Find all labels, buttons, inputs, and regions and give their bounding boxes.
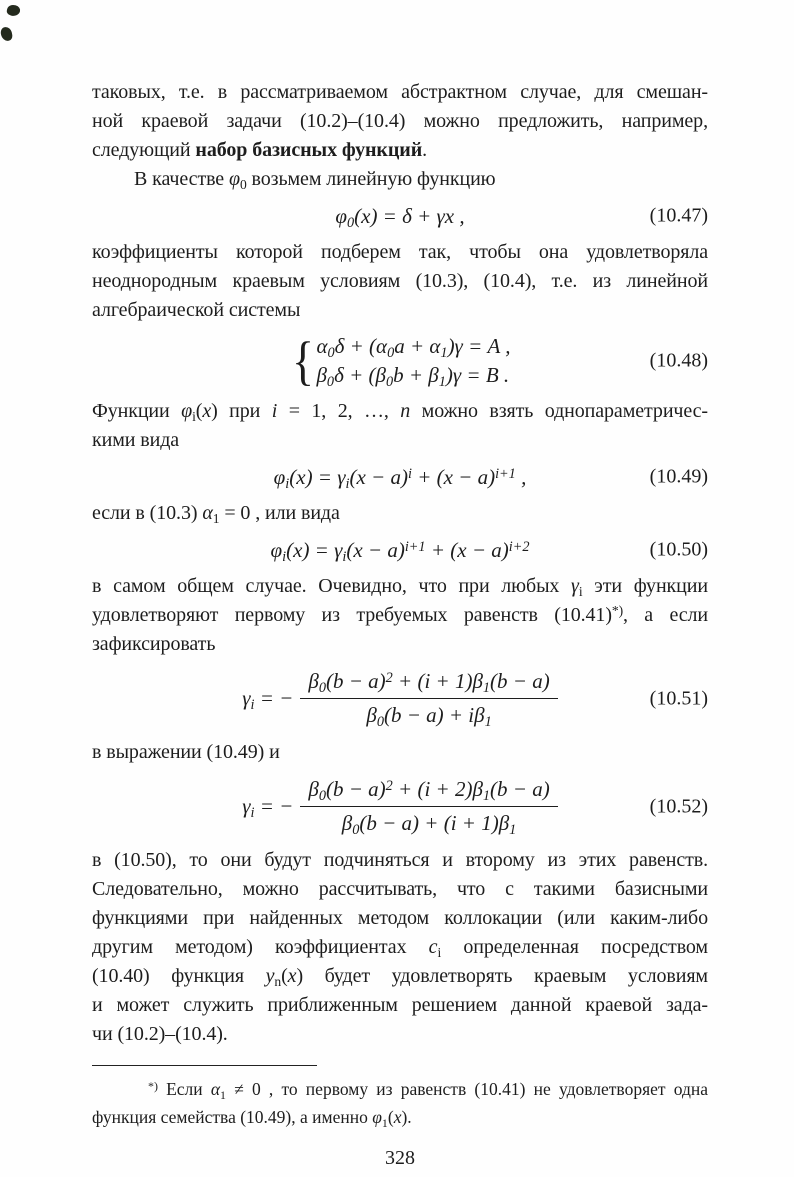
system-line: $\alpha_0\delta + (\alpha_0a + \alpha_1)\gamma = A$ , <box>316 334 511 362</box>
equation-number: (10.50) <box>649 538 708 561</box>
footnote-line: функция семейства (10.49), а именно $\varphi_1(x)$. <box>92 1107 412 1130</box>
footnote <box>92 1075 708 1131</box>
equation-content: $\varphi_i(x) = \gamma_i(x - a)^{i+1} + (x - a)^{i+2}$ <box>270 538 530 566</box>
equation-number: (10.47) <box>649 204 708 227</box>
text-line: алгебраической системы <box>92 299 301 321</box>
text-line: удовлетворяют первому из требуемых равенств (10.41)*), а если <box>92 602 708 626</box>
equation-number: (10.51) <box>649 687 708 709</box>
equation-system <box>290 332 511 390</box>
fraction-denominator: $\beta_0(b - a) + (i + 1)\beta_1$ <box>341 811 517 839</box>
paragraph <box>92 397 708 455</box>
equation-content: $\varphi_i(x) = \gamma_i(x - a)^i + (x - a)^{i+1}$ , <box>273 465 527 493</box>
text-line: функциями при найденных методом коллокации (или каким-либо <box>92 907 708 929</box>
system-line: $\beta_0\delta + (\beta_0b + \beta_1)\gamma = B$ . <box>316 363 510 391</box>
fraction-row <box>92 668 708 729</box>
paragraph <box>92 165 708 194</box>
text-line: другим методом) коэффициентах $c_i$ определенная посредством <box>92 936 708 961</box>
equation-row <box>92 332 708 390</box>
fraction <box>300 668 557 729</box>
text-line: следующий набор базисных функций. <box>92 139 428 161</box>
fraction-group <box>242 776 557 837</box>
fraction-numerator: $\beta_0(b - a)^2 + (i + 2)\beta_1(b - a)$ <box>300 776 557 807</box>
text-line: если в (10.3) $\alpha_1 = 0$ , или вида <box>92 502 340 527</box>
paragraph <box>92 572 708 659</box>
fraction <box>300 776 557 837</box>
equation-row <box>92 535 708 565</box>
fraction-numerator: $\beta_0(b - a)^2 + (i + 1)\beta_1(b - a)$ <box>300 668 557 699</box>
fraction-prefix: $\gamma_i$ = − <box>242 686 294 714</box>
text-line: кими вида <box>92 429 180 451</box>
equation-content: $\varphi_0(x) = \delta + \gamma x$ , <box>335 204 465 232</box>
text-line: неоднородным краевым условиям (10.3), (10.4), т.е. из линейной <box>92 270 708 292</box>
footnote-line: *) Если $\alpha_1 \ne 0$ , то первому из равенств (10.41) не удовлетворяет одна <box>148 1078 708 1102</box>
text-line: в самом общем случае. Очевидно, что при любых $\gamma_i$ эти функции <box>92 575 708 600</box>
text-line: зафиксировать <box>92 633 216 655</box>
paragraph <box>92 738 708 767</box>
paragraph <box>92 499 708 528</box>
text-line: Функции $\varphi_i(x)$ при i = 1, 2, …, n можно взять однопараметричес- <box>92 400 708 425</box>
scan-smudge-icon <box>0 26 13 42</box>
equation-number: (10.52) <box>649 795 708 817</box>
paragraph <box>92 846 708 1049</box>
text-line: и может служить приближенным решением данной краевой зада- <box>92 994 708 1016</box>
page-body <box>92 78 708 1170</box>
text-line: в выражении (10.49) и <box>92 741 280 763</box>
equation-number: (10.49) <box>649 465 708 488</box>
equation-row <box>92 462 708 492</box>
paragraph <box>92 238 708 325</box>
fraction-prefix: $\gamma_i$ = − <box>242 794 294 822</box>
text-line: таковых, т.е. в рассматриваемом абстрактном случае, для смешан- <box>92 81 708 103</box>
system-lines <box>316 332 510 390</box>
text-line: ной краевой задачи (10.2)–(10.4) можно предложить, например, <box>92 110 708 132</box>
equation-row <box>92 201 708 231</box>
footnote-rule <box>92 1065 317 1066</box>
paragraph <box>92 78 708 165</box>
text-line: В качестве $\varphi_0$ возьмем линейную функцию <box>134 168 496 193</box>
equation-number: (10.48) <box>649 349 708 372</box>
system-brace-icon: { <box>291 331 314 391</box>
text-line: коэффициенты которой подберем так, чтобы она удовлетворяла <box>92 241 708 263</box>
fraction-row <box>92 776 708 837</box>
text-line: в (10.50), то они будут подчиняться и второму из этих равенств. <box>92 849 708 871</box>
page-number: 328 <box>385 1147 415 1169</box>
fraction-denominator: $\beta_0(b - a) + i\beta_1$ <box>366 703 492 731</box>
text-line: чи (10.2)–(10.4). <box>92 1023 228 1045</box>
text-line: (10.40) функция $y_n(x)$ будет удовлетворять краевым условиям <box>92 965 708 990</box>
fraction-group <box>242 668 557 729</box>
text-line: Следовательно, можно рассчитывать, что с такими базисными <box>92 878 708 900</box>
scan-smudge-icon <box>6 4 21 18</box>
